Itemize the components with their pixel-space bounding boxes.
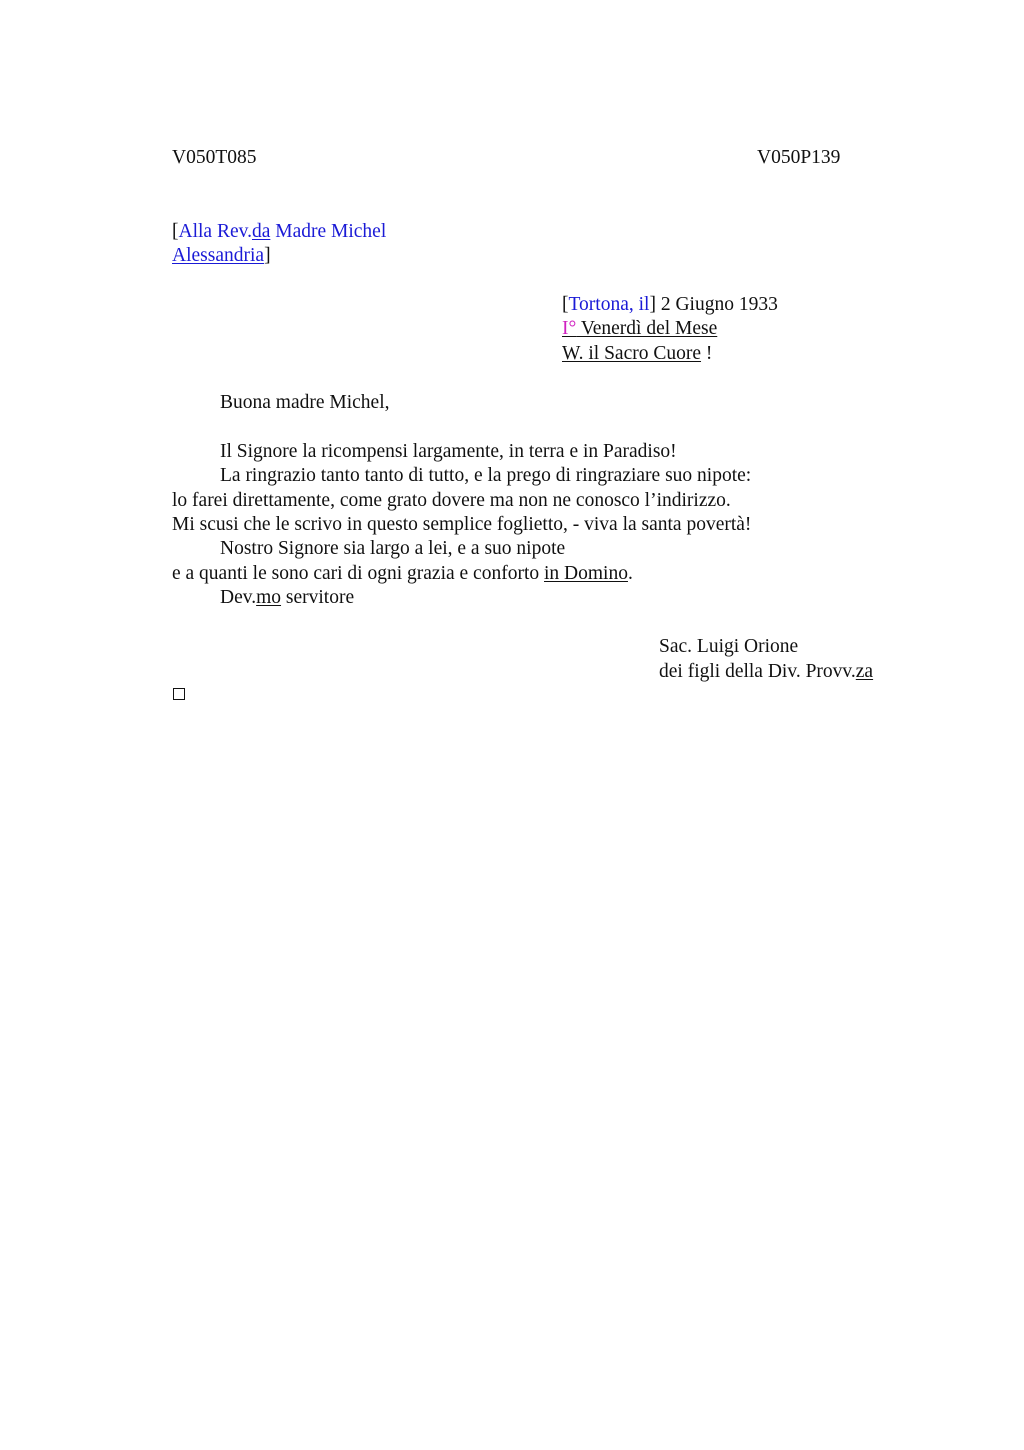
body-line-6 bbox=[172, 562, 633, 586]
closing bbox=[220, 586, 354, 610]
dateline-ordinal-wrap bbox=[562, 318, 717, 339]
address-city: Alessandria bbox=[172, 245, 265, 266]
address-line-2 bbox=[172, 244, 271, 268]
doc-code-right: V050P139 bbox=[757, 147, 841, 168]
dateline-place: Tortona, il bbox=[568, 294, 650, 315]
dateline-friday-text: Venerdì del Mese bbox=[576, 318, 718, 339]
in-domino: in Domino bbox=[544, 563, 628, 584]
dateline-exclamation: ! bbox=[701, 343, 713, 364]
closing-suffix: mo bbox=[256, 587, 282, 608]
closing-servitore: servitore bbox=[281, 587, 355, 608]
bracket: ] bbox=[264, 245, 271, 266]
body-line-2: La ringrazio tanto tanto di tutto, e la prego di ringraziare suo nipote: bbox=[220, 465, 752, 486]
address-line-1 bbox=[172, 220, 386, 244]
address-name: Madre Michel bbox=[270, 221, 387, 242]
dateline-date: ] 2 Giugno 1933 bbox=[649, 294, 778, 315]
signature-title bbox=[659, 660, 873, 684]
dateline-friday bbox=[562, 317, 717, 341]
doc-code-left: V050T085 bbox=[172, 147, 257, 168]
signature-name: Sac. Luigi Orione bbox=[659, 636, 799, 657]
dateline-ordinal: I° bbox=[562, 318, 577, 339]
body-line-6-text: e a quanti le sono cari di ogni grazia e conforto bbox=[172, 563, 544, 584]
body-line-5: Nostro Signore sia largo a lei, e a suo nipote bbox=[220, 538, 566, 559]
bracket: [ bbox=[562, 294, 569, 315]
dateline-sacred-heart-text: W. il Sacro Cuore bbox=[562, 343, 702, 364]
period: . bbox=[627, 563, 633, 584]
body-line-3: lo farei direttamente, come grato dovere ma non ne conosco l’indirizzo. bbox=[172, 490, 731, 511]
dateline-place-date bbox=[562, 293, 778, 317]
signature-title-suffix: za bbox=[855, 661, 874, 682]
address-rev: Alla Rev. bbox=[178, 221, 252, 242]
address-rev-suffix: da bbox=[251, 221, 271, 242]
signature-title-text: dei figli della Div. Provv. bbox=[659, 661, 856, 682]
checkbox-square-icon bbox=[173, 688, 185, 700]
closing-dev: Dev. bbox=[220, 587, 257, 608]
bracket: [ bbox=[172, 221, 179, 242]
dateline-sacred-heart bbox=[562, 342, 712, 366]
salutation: Buona madre Michel, bbox=[220, 392, 390, 413]
body-line-1: Il Signore la ricompensi largamente, in terra e in Paradiso! bbox=[220, 441, 677, 462]
body-line-4: Mi scusi che le scrivo in questo semplice foglietto, - viva la santa povertà! bbox=[172, 514, 752, 535]
